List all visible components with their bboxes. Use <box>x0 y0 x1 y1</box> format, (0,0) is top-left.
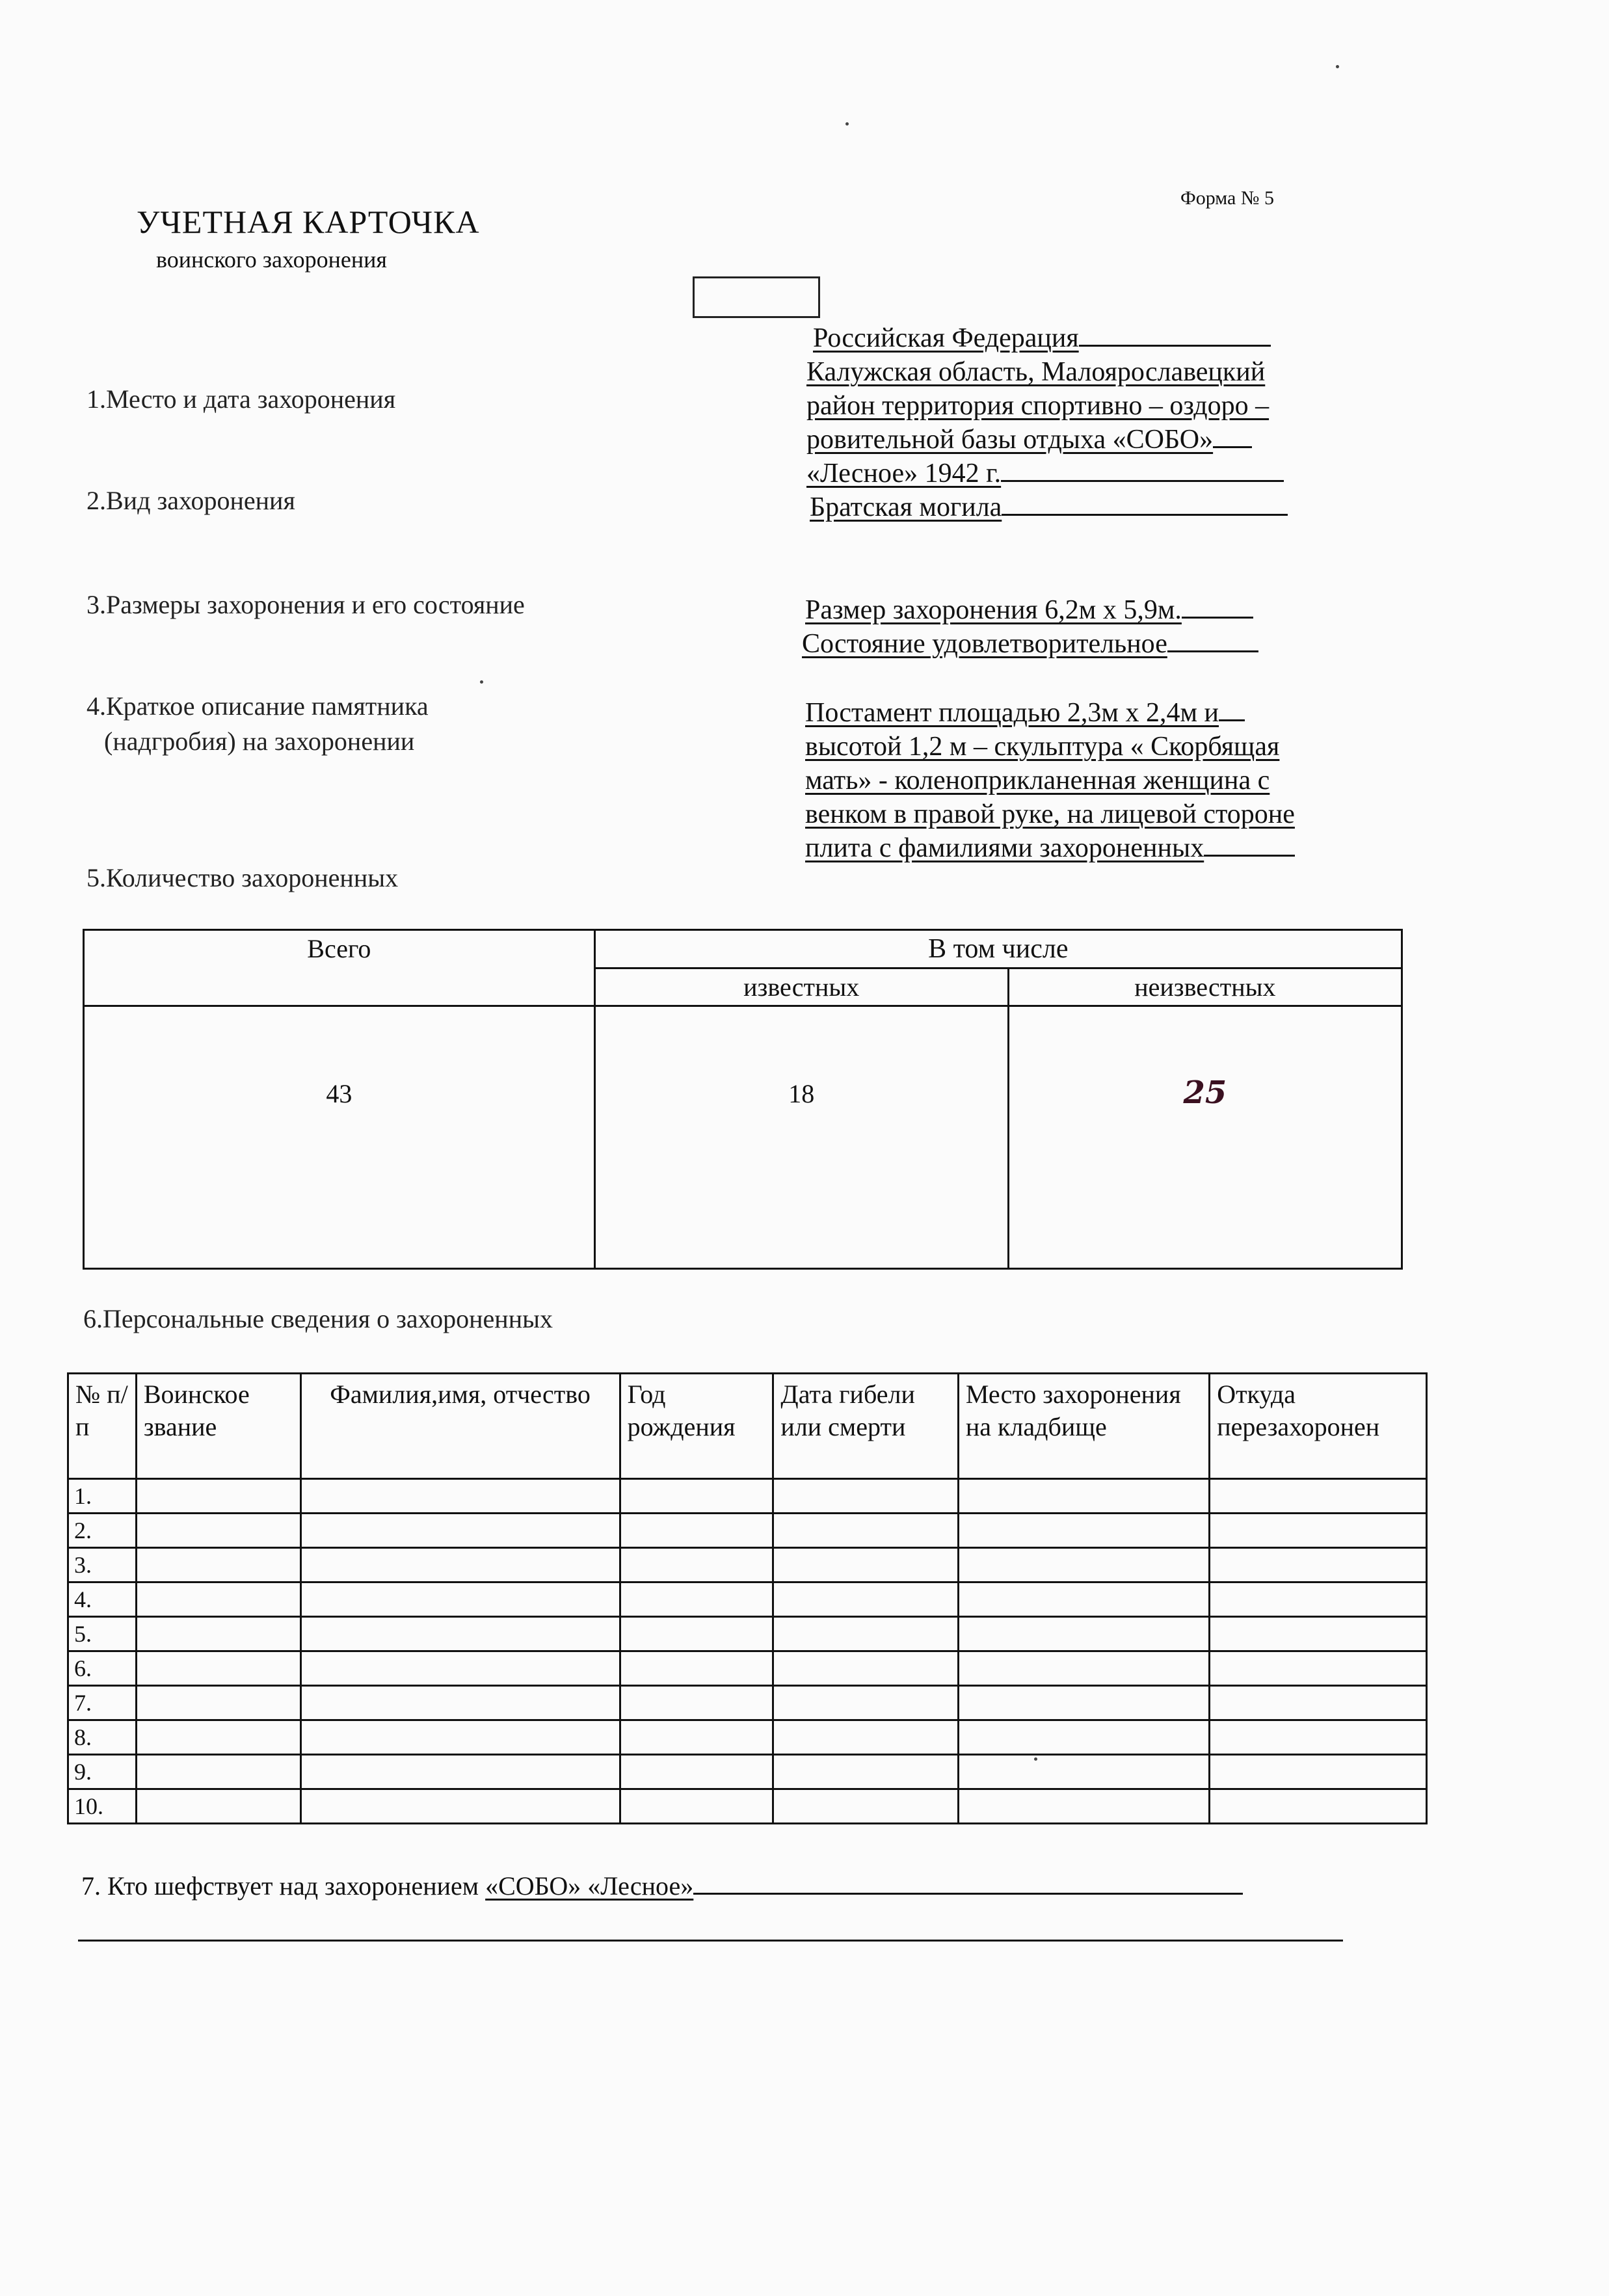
size-line-1: Размер захоронения 6,2м х 5,9м. <box>805 593 1253 627</box>
count-table <box>83 929 1403 1270</box>
scan-speck <box>1336 65 1339 68</box>
divider-line <box>78 1940 1343 1942</box>
patron-value: «СОБО» «Лесное» <box>485 1871 694 1901</box>
place-line-5: «Лесное» 1942 г. <box>806 457 1284 490</box>
table-row: 2. <box>68 1514 1427 1548</box>
patron-label: 7. Кто шефствует над захоронением <box>81 1871 479 1901</box>
col-number: № п/п <box>68 1374 137 1479</box>
table-row: 8. <box>68 1720 1427 1755</box>
header-known: известных <box>594 968 1008 1006</box>
count-label: 5.Количество захороненных <box>86 863 399 892</box>
col-name: Фамилия,имя, отчество <box>300 1374 620 1479</box>
table-row: 10. <box>68 1789 1427 1824</box>
monument-line-5: плита с фамилиями захороненных <box>805 831 1295 865</box>
table-row: 3. <box>68 1548 1427 1582</box>
type-value: Братская могила <box>810 490 1288 524</box>
value-total: 43 <box>84 1006 595 1269</box>
place-line-4: ровительной базы отдыха «СОБО» <box>806 423 1252 457</box>
patron-line <box>81 1871 1243 1901</box>
monument-label-1: 4.Краткое описание памятника <box>86 691 429 721</box>
value-unknown-cell <box>1008 1006 1402 1269</box>
col-birth-year: Год рождения <box>620 1374 773 1479</box>
header-unknown: неизвестных <box>1008 968 1402 1006</box>
type-label: 2.Вид захоронения <box>86 486 295 515</box>
size-label: 3.Размеры захоронения и его состояние <box>86 590 525 619</box>
table-row: 4. <box>68 1582 1427 1617</box>
monument-line-1: Постамент площадью 2,3м х 2,4м и <box>805 696 1245 730</box>
personal-table <box>67 1372 1428 1824</box>
col-rank: Воинское звание <box>136 1374 300 1479</box>
place-line-1: Российская Федерация <box>813 321 1271 355</box>
scan-speck <box>1034 1757 1037 1761</box>
value-unknown: 25 <box>1183 1075 1227 1111</box>
monument-line-2: высотой 1,2 м – скульптура « Скорбящая <box>805 732 1280 762</box>
header-including: В том числе <box>594 930 1402 968</box>
col-burial-place: Место захоронения на кладбище <box>958 1374 1209 1479</box>
table-row: 5. <box>68 1617 1427 1651</box>
card-title: УЧЕТНАЯ КАРТОЧКА <box>137 204 480 240</box>
table-row: 9. <box>68 1755 1427 1789</box>
registration-number-box <box>693 276 820 318</box>
monument-line-4: венком в правой руке, на лицевой стороне <box>805 799 1295 829</box>
scan-speck <box>480 680 483 684</box>
scan-speck <box>845 122 849 126</box>
place-line-3: район территория спортивно – оздоро – <box>806 391 1270 421</box>
form-number: Форма № 5 <box>1180 187 1274 209</box>
card-subtitle: воинского захоронения <box>156 247 387 273</box>
col-death-date: Дата гибели или смерти <box>773 1374 958 1479</box>
size-line-2: Состояние удовлетворительное <box>802 627 1258 661</box>
monument-line-3: мать» - коленоприкланенная женщина с <box>805 766 1270 795</box>
place-label: 1.Место и дата захоронения <box>86 384 396 414</box>
table-row: 1. <box>68 1479 1427 1514</box>
monument-label-2: (надгробия) на захоронении <box>104 727 415 756</box>
col-reburied-from: Откуда перезахоронен <box>1210 1374 1427 1479</box>
value-known: 18 <box>594 1006 1008 1269</box>
personal-label: 6.Персональные сведения о захороненных <box>83 1304 553 1333</box>
header-total: Всего <box>84 930 595 1006</box>
place-line-2: Калужская область, Малоярославецкий <box>806 357 1266 387</box>
table-row: 6. <box>68 1651 1427 1686</box>
table-row: 7. <box>68 1686 1427 1720</box>
